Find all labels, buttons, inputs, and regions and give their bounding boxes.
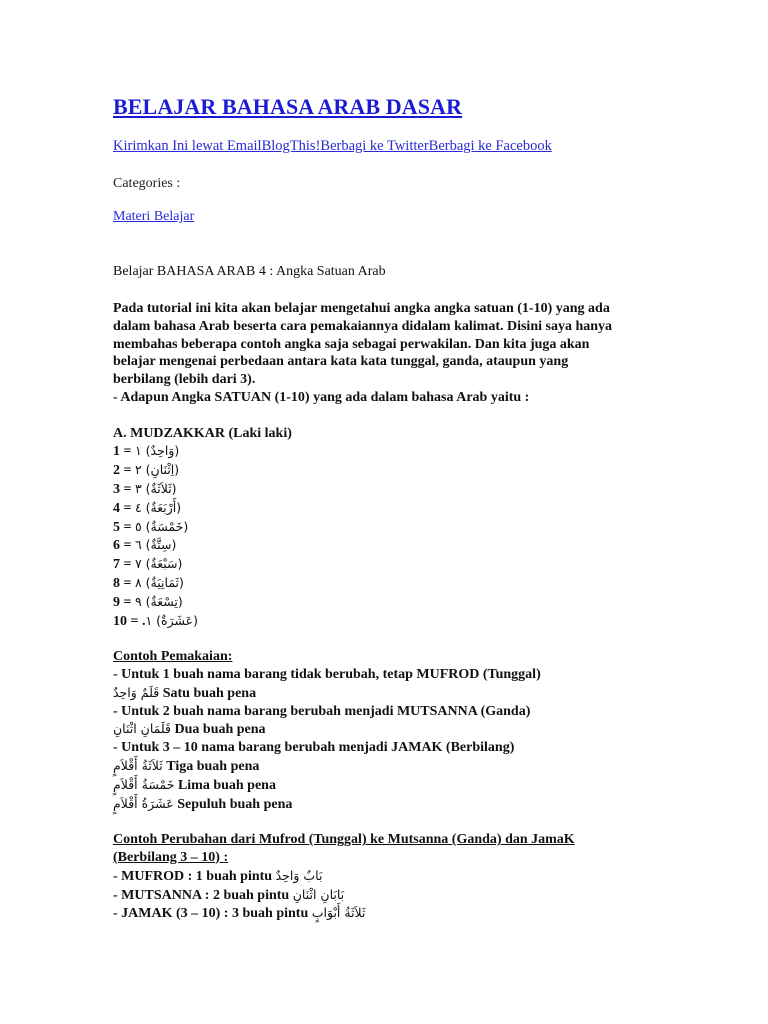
arabic-number: (اِثْنَانِ) ٢ xyxy=(134,462,180,478)
example-line xyxy=(113,720,673,739)
change-label: - MUFROD : 1 buah pintu xyxy=(113,868,276,884)
intro-line: - Adapun Angka SATUAN (1-10) yang ada dalam bahasa Arab yaitu : xyxy=(113,389,530,405)
example-line: - Untuk 1 buah nama barang tidak berubah, tetap MUFROD (Tunggal) xyxy=(113,666,541,682)
post-title-link[interactable]: BELAJAR BAHASA ARAB DASAR xyxy=(113,94,463,119)
mudzakkar-heading: A. MUDZAKKAR (Laki laki) xyxy=(113,425,292,441)
number-row xyxy=(113,574,673,593)
contoh-perubahan-heading-2: (Berbilang 3 – 10) : xyxy=(113,849,229,865)
change-label: - MUTSANNA : 2 buah pintu xyxy=(113,887,293,903)
share-email-link[interactable]: Kirimkan Ini lewat Email xyxy=(113,138,262,154)
number-label: 9 = xyxy=(113,594,135,610)
article-title: Belajar BAHASA ARAB 4 : Angka Satuan Arab xyxy=(113,264,386,279)
intro-line: dalam bahasa Arab beserta cara pemakaiannya didalam kalimat. Disini saya hanya xyxy=(113,318,613,334)
example-line: - Untuk 3 – 10 nama barang berubah menjadi JAMAK (Berbilang) xyxy=(113,740,515,756)
example-line xyxy=(113,684,673,703)
number-row xyxy=(113,480,673,499)
arabic-number: (وَاحِدٌ) ١ xyxy=(134,443,180,459)
number-label: 8 = xyxy=(113,575,135,591)
arabic-phrase: ثَلاَثَةُ أَقْلاَمٍ xyxy=(113,757,163,773)
arabic-phrase: بَابَانِ اثْنَانِ xyxy=(292,886,345,902)
change-line xyxy=(113,867,673,886)
share-facebook-link[interactable]: Berbagi ke Facebook xyxy=(428,138,552,154)
intro-line: berbilang (lebih dari 3). xyxy=(113,372,256,388)
intro-line: belajar mengenai perbedaan antara kata kata tunggal, ganda, ataupun yang xyxy=(113,354,569,370)
categories-label: Categories : xyxy=(113,176,181,191)
number-row xyxy=(113,536,673,555)
number-row xyxy=(113,555,673,574)
translation: Dua buah pena xyxy=(171,722,266,738)
share-twitter-link[interactable]: Berbagi ke Twitter xyxy=(320,138,429,154)
number-label: 7 = xyxy=(113,557,135,573)
number-label: 4 = xyxy=(113,500,135,516)
category-link[interactable]: Materi Belajar xyxy=(113,209,195,224)
example-line: - Untuk 2 buah nama barang berubah menjadi MUTSANNA (Ganda) xyxy=(113,703,531,719)
contoh-perubahan-heading: Contoh Perubahan dari Mufrod (Tunggal) ke Mutsanna (Ganda) dan JamaK xyxy=(113,832,575,848)
number-label: 6 = xyxy=(113,538,135,554)
translation: Sepuluh buah pena xyxy=(173,796,293,812)
blogthis-link[interactable]: BlogThis! xyxy=(261,138,321,154)
arabic-number: (ثَلاَثَةٌ) ٣ xyxy=(134,480,177,496)
example-line xyxy=(113,757,673,776)
change-line xyxy=(113,886,673,905)
arabic-number: (تِسْعَةٌ) ٩ xyxy=(134,593,183,609)
number-row xyxy=(113,499,673,518)
arabic-phrase: بَابٌ وَاحِدٌ xyxy=(275,867,323,883)
translation: Lima buah pena xyxy=(174,777,276,793)
arabic-number: (عَشَرَةٌ) ١ xyxy=(145,612,198,628)
arabic-number: (سَبْعَةٌ) ٧ xyxy=(134,556,183,572)
contoh-pemakaian-heading: Contoh Pemakaian: xyxy=(113,649,233,665)
arabic-number: (سِتَّةٌ) ٦ xyxy=(134,537,177,553)
intro-line: Pada tutorial ini kita akan belajar mengetahui angka angka satuan (1-10) yang ada xyxy=(113,301,610,316)
translation: Satu buah pena xyxy=(159,685,257,701)
example-line xyxy=(113,795,673,814)
arabic-number: (خَمْسَةٌ) ٥ xyxy=(134,518,189,534)
number-row xyxy=(113,518,673,537)
number-label: 1 = xyxy=(113,444,135,460)
arabic-phrase: قَلَمَانِ اثْنَانِ xyxy=(113,721,172,737)
arabic-phrase: ثَلاَثَةُ أَبْوَابٍ xyxy=(311,905,366,921)
number-row xyxy=(113,593,673,612)
example-line xyxy=(113,776,673,795)
arabic-number: (ثَمَانِيَةٌ) ٨ xyxy=(134,574,184,590)
number-row xyxy=(113,461,673,480)
arabic-phrase: خَمْسَةُ أَقْلاَمٍ xyxy=(113,776,175,792)
number-label: 3 = xyxy=(113,481,135,497)
number-row xyxy=(113,442,673,461)
article-body xyxy=(113,300,673,923)
arabic-phrase: قَلَمٌ وَاحِدٌ xyxy=(113,684,160,700)
arabic-phrase: عَشَرَةُ أَقْلاَمٍ xyxy=(113,795,174,811)
number-label: 10 = . xyxy=(113,613,146,629)
share-links xyxy=(113,138,552,155)
change-line xyxy=(113,904,673,923)
arabic-number: (أَرْبَعَةٌ) ٤ xyxy=(134,499,182,515)
number-label: 5 = xyxy=(113,519,135,535)
intro-line: membahas beberapa contoh angka saja sebagai perwakilan. Dan kita juga akan xyxy=(113,336,590,352)
change-label: - JAMAK (3 – 10) : 3 buah pintu xyxy=(113,906,312,922)
number-label: 2 = xyxy=(113,463,135,479)
number-row xyxy=(113,612,673,631)
translation: Tiga buah pena xyxy=(162,758,260,774)
